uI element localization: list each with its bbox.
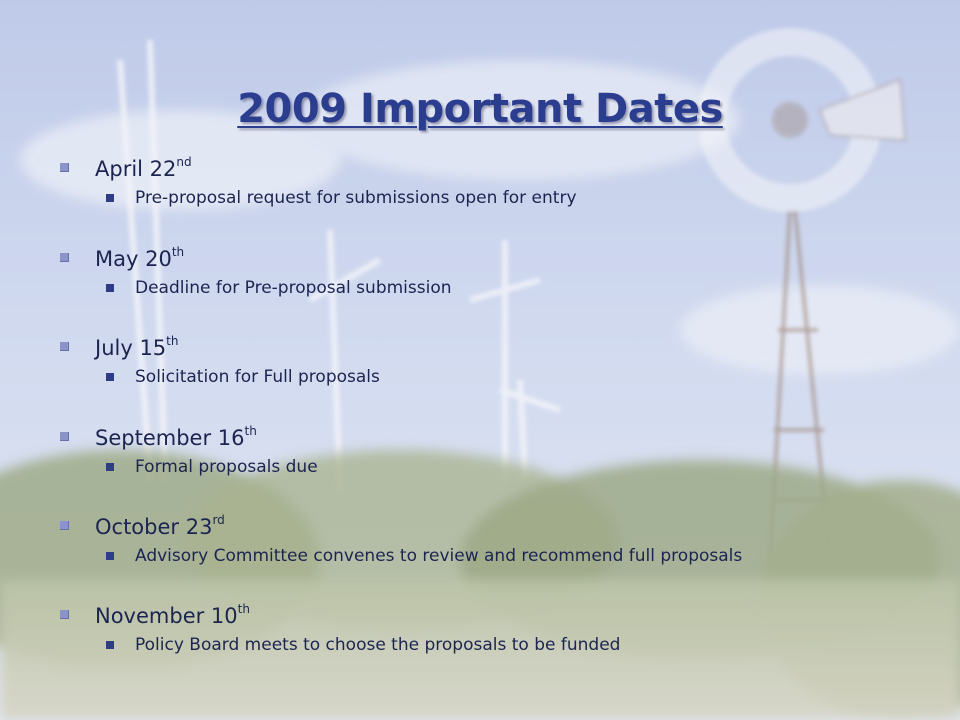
date-detail: Policy Board meets to choose the proposals to be funded: [135, 635, 621, 655]
square-bullet-icon: [106, 284, 114, 292]
slide-title: 2009 Important Dates: [237, 86, 723, 132]
square-bullet-icon: [60, 253, 69, 262]
date-label: October 23rd: [95, 513, 225, 539]
square-bullet-icon: [106, 194, 114, 202]
square-bullet-icon: [60, 342, 69, 351]
square-bullet-icon: [60, 610, 69, 619]
square-bullet-icon: [60, 521, 69, 530]
date-label: April 22nd: [95, 155, 192, 181]
square-bullet-icon: [60, 163, 69, 172]
date-label: July 15th: [95, 334, 179, 360]
square-bullet-icon: [106, 373, 114, 381]
date-label: November 10th: [95, 602, 250, 628]
square-bullet-icon: [106, 641, 114, 649]
date-label: May 20th: [95, 245, 185, 271]
date-detail: Advisory Committee convenes to review and recommend full proposals: [135, 546, 743, 566]
date-detail: Formal proposals due: [135, 457, 318, 477]
square-bullet-icon: [106, 463, 114, 471]
square-bullet-icon: [60, 432, 69, 441]
date-detail: Deadline for Pre-proposal submission: [135, 278, 452, 298]
date-label: September 16th: [95, 424, 257, 450]
date-detail: Solicitation for Full proposals: [135, 367, 380, 387]
date-detail: Pre-proposal request for submissions open for entry: [135, 188, 577, 208]
square-bullet-icon: [106, 552, 114, 560]
